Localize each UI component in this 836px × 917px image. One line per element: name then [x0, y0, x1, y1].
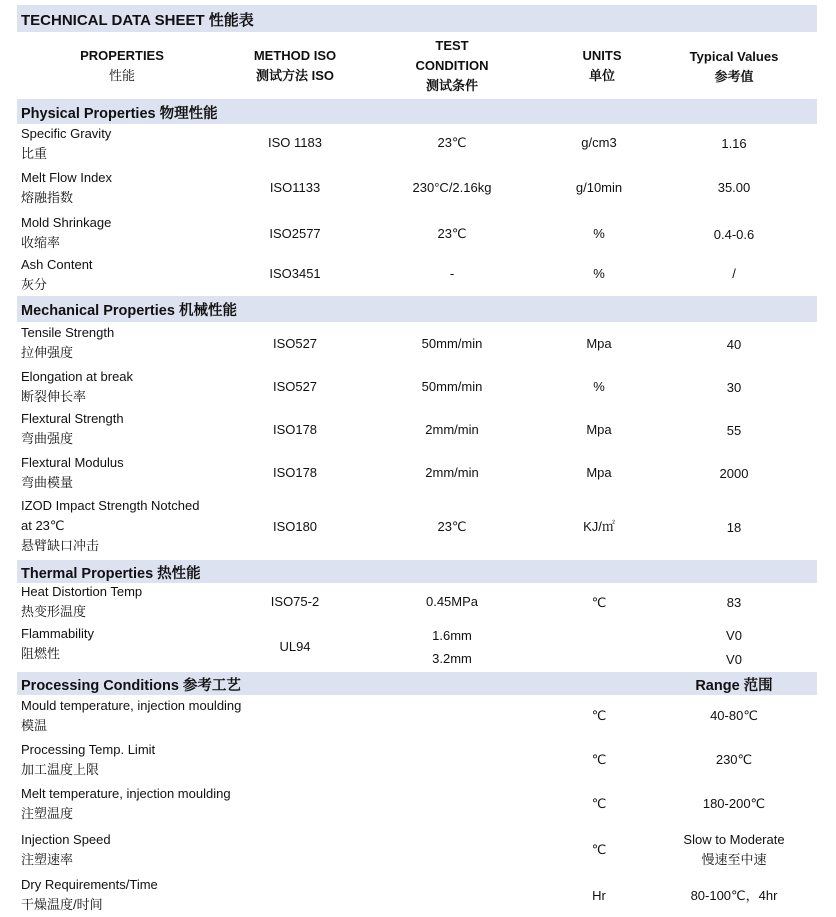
condition-value: 2mm/min [425, 465, 479, 480]
section-processing-title: Processing Conditions 参考工艺 [21, 678, 241, 694]
section-processing [17, 672, 817, 695]
section-thermal-title: Thermal Properties 热性能 [21, 566, 201, 582]
range-value: 180-200℃ [702, 796, 766, 811]
property-name: IZOD Impact Strength Notched at 23℃ 悬臂缺口冲击 [21, 498, 200, 553]
property-name: Flammability 阻燃性 [21, 626, 94, 661]
condition-value: 3.2mm [432, 651, 472, 666]
condition-value: 2mm/min [425, 422, 479, 437]
condition-value: 230°C/2.16kg [412, 180, 492, 195]
unit-value: % [593, 226, 605, 241]
unit-value: KJ/㎡ [583, 519, 615, 534]
method-value: ISO178 [272, 465, 318, 480]
method-value: ISO1133 [269, 180, 321, 195]
header-typical: Typical Values 参考值 [689, 49, 779, 84]
unit-value: Mpa [586, 422, 612, 437]
section-physical [17, 99, 817, 124]
unit-value: g/10min [575, 180, 623, 195]
unit-value: % [593, 379, 605, 394]
method-value: ISO527 [272, 336, 318, 351]
property-name: Mould temperature, injection moulding 模温 [21, 698, 242, 733]
property-name: Processing Temp. Limit 加工温度上限 [21, 742, 156, 777]
condition-value: 1.6mm [432, 628, 472, 643]
unit-value: % [593, 266, 605, 281]
unit-value: ℃ [591, 752, 607, 767]
datasheet-page [17, 0, 817, 917]
typical-value: 0.4-0.6 [713, 227, 755, 242]
header-units: UNITS 单位 [582, 48, 622, 83]
property-name: Injection Speed 注塑速率 [21, 832, 111, 867]
header-method: METHOD ISO 测试方法 ISO [253, 48, 337, 83]
method-value: ISO2577 [269, 226, 321, 241]
header-condition: TEST CONDITION 测试条件 [415, 38, 489, 93]
header-properties: PROPERTIES 性能 [80, 48, 164, 83]
unit-value: Hr [592, 888, 606, 903]
property-name: Dry Requirements/Time 干燥温度/时间 [21, 877, 158, 912]
typical-value: V0 [726, 652, 742, 667]
unit-value: g/cm3 [581, 135, 617, 150]
unit-value: Mpa [586, 465, 612, 480]
typical-value: 83 [726, 595, 742, 610]
condition-value: 50mm/min [421, 379, 483, 394]
condition-value: 23℃ [437, 226, 467, 241]
section-mechanical-title: Mechanical Properties 机械性能 [21, 303, 237, 319]
property-name: Specific Gravity 比重 [21, 126, 112, 161]
typical-value: V0 [726, 628, 742, 643]
range-value: 40-80℃ [710, 708, 758, 723]
property-name: Ash Content 灰分 [21, 257, 93, 292]
typical-value: 30 [726, 380, 742, 395]
typical-value: 55 [726, 423, 742, 438]
property-name: Elongation at break 断裂伸长率 [21, 369, 134, 404]
typical-value: 2000 [719, 466, 749, 481]
method-value: ISO178 [272, 422, 318, 437]
method-value: UL94 [279, 639, 311, 654]
typical-value: / [732, 266, 736, 281]
property-name: Melt Flow Index 熔融指数 [21, 170, 113, 205]
method-value: ISO3451 [269, 266, 321, 281]
unit-value: ℃ [591, 796, 607, 811]
condition-value: - [449, 266, 455, 281]
section-physical-title: Physical Properties 物理性能 [21, 106, 218, 122]
section-processing-range: Range 范围 [695, 678, 773, 694]
property-name: Tensile Strength 拉伸强度 [21, 325, 115, 360]
unit-value: ℃ [591, 708, 607, 723]
range-value: Slow to Moderate 慢速至中速 [683, 832, 785, 867]
typical-value: 35.00 [717, 180, 751, 195]
property-name: Mold Shrinkage 收缩率 [21, 215, 112, 250]
condition-value: 0.45MPa [425, 594, 479, 609]
property-name: Melt temperature, injection moulding 注塑温度 [21, 786, 231, 821]
condition-value: 23℃ [437, 135, 467, 150]
section-thermal [17, 560, 817, 583]
property-name: Flextural Strength 弯曲强度 [21, 411, 124, 446]
page-title: TECHNICAL DATA SHEET 性能表 [21, 12, 254, 29]
method-value: ISO527 [272, 379, 318, 394]
section-mechanical [17, 296, 817, 322]
property-name: Flextural Modulus 弯曲模量 [21, 455, 124, 490]
property-name: Heat Distortion Temp 热变形温度 [21, 584, 143, 619]
method-value: ISO75-2 [270, 594, 320, 609]
range-value: 80-100℃，4hr [690, 888, 778, 903]
unit-value: ℃ [591, 595, 607, 610]
typical-value: 40 [726, 337, 742, 352]
title-band [17, 5, 817, 32]
method-value: ISO 1183 [268, 135, 322, 150]
typical-value: 18 [726, 520, 742, 535]
condition-value: 23℃ [437, 519, 467, 534]
method-value: ISO180 [272, 519, 318, 534]
range-value: 230℃ [715, 752, 753, 767]
condition-value: 50mm/min [421, 336, 483, 351]
unit-value: ℃ [591, 842, 607, 857]
unit-value: Mpa [586, 336, 612, 351]
typical-value: 1.16 [721, 136, 747, 151]
